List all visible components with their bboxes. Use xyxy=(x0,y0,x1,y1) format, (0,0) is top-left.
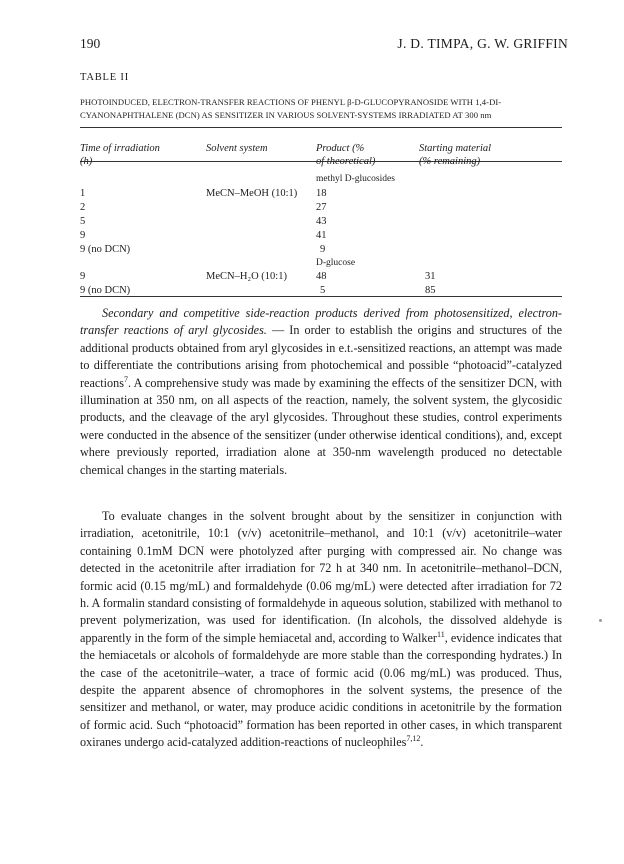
paragraph-text: , evidence indicates that the hemiacetals or alcohols of formaldehyde are more stable than the corresponding hydrates.) In the case of the acetonitrile–water, a trace of formic acid (0.06 mg/mL) was produced. Thus, despite the apparent absence of chromophores in the solvent systems, the presence of the sensitizer and methanol, or water, may produce acidic conditions in acetonitrile by the formation of formic acid. Such “photoacid” formation has been reported in other cases, in which transparent oxiranes undergo acid-catalyzed addition-reactions of nucleophiles xyxy=(80,630,562,750)
table-label: TABLE II xyxy=(80,72,130,83)
page-number: 190 xyxy=(80,36,101,51)
table-cell-product: 5 xyxy=(320,285,326,296)
paragraph-text: — In order to establish the origins and structures of the additional products obtained from aryl glycosides in e.t.-sensitized reactions, an attempt was made to differentiate the contributions arising from photochemical and possible “photoacid”-catalyzed reactions xyxy=(80,323,562,390)
table-cell-starting: 31 xyxy=(425,271,436,282)
paragraph xyxy=(80,305,562,479)
group-solvent: MeCN–H₂O (10:1) xyxy=(206,271,287,282)
paragraph xyxy=(80,508,562,752)
table-caption xyxy=(80,96,568,122)
table-cell-time: 9 (no DCN) xyxy=(80,285,131,296)
table-cell-product: 41 xyxy=(316,230,327,241)
table-cell-starting: 85 xyxy=(425,285,436,296)
reference-superscript: 7,12 xyxy=(406,734,421,744)
table-cell-time: 5 xyxy=(80,216,86,227)
table-caption-line: CYANONAPHTHALENE (DCN) AS SENSITIZER IN VARIOUS SOLVENT-SYSTEMS IRRADIATED AT 300 nm xyxy=(80,110,492,120)
paragraph-text: To evaluate changes in the solvent brought about by the sensitizer in conjunction with irradiation, acetonitrile, 10:1 (v/v) acetonitrile–methanol, and 10:1 (v/v) acetonitrile–water containing 0.1mM DCN were photolyzed after purging with compressed air. No change was detected in the acetonitrile after irradiation for 72 h at 340 nm. In acetonitrile–methanol–DCN, formic acid (0.15 mg/mL) and formaldehyde (0.06 mg/mL) were detected after irradiation for 72 h. A formalin standard consisting of formaldehyde in aqueous solution, stabilized with methanol to prevent polymerization, was used for identification. (In alcohols, the dissolved aldehyde is apparently in the form of the simple hemiacetal and, according to Walker xyxy=(80,509,562,645)
table-cell-time: 9 xyxy=(80,230,86,241)
table-cell-time: 2 xyxy=(80,202,86,213)
table-cell-product: 27 xyxy=(316,202,327,213)
column-header-solvent: Solvent system xyxy=(206,143,268,154)
table-cell-product: 9 xyxy=(320,244,326,255)
paragraph-text: . xyxy=(420,735,424,750)
table-cell-product: 18 xyxy=(316,188,327,199)
group-label: methyl D-glucosides xyxy=(316,174,395,184)
table-cell-product: 48 xyxy=(316,271,327,282)
column-header-product: Product (% of theoretical) xyxy=(316,143,376,167)
group-solvent: MeCN–MeOH (10:1) xyxy=(206,188,298,199)
section-heading: Secondary and competitive side-reaction products derived from photosensitized, electron-transfer reactions of aryl glycosides. xyxy=(80,306,562,338)
paragraph-text: . A comprehensive study was made by examining the effects of the sensitizer DCN, with illumination at 350 nm, on all aspects of the reaction, namely, the solvent system, the glycosidic products, and the cleavage of the aryl glycosides. Throughout these studies, control experiments were conducted in the absence of the sensitizer (under otherwise identical conditions), and, except where previously reported, irradiation alone at 350-nm wavelength produced no detectable chemical changes in the starting materials. xyxy=(80,375,562,477)
table-caption-line: PHOTOINDUCED, ELECTRON-TRANSFER REACTIONS OF PHENYL β-D-GLUCOPYRANOSIDE WITH 1,4-DI- xyxy=(80,97,502,107)
table-cell-time: 9 (no DCN) xyxy=(80,244,131,255)
reference-superscript: 7 xyxy=(124,374,128,384)
table-cell-time: 1 xyxy=(80,188,86,199)
page-header xyxy=(80,36,568,56)
running-head: J. D. TIMPA, G. W. GRIFFIN xyxy=(397,36,568,51)
table-cell-product: 43 xyxy=(316,216,327,227)
column-header-time: Time of irradiation (h) xyxy=(80,143,160,167)
table-top-rule xyxy=(80,127,562,128)
margin-speck xyxy=(599,619,602,622)
group-label: D-glucose xyxy=(316,258,356,268)
table-cell-time: 9 xyxy=(80,271,86,282)
reference-superscript: 11 xyxy=(436,629,445,639)
column-header-starting: Starting material (% remaining) xyxy=(419,143,492,167)
